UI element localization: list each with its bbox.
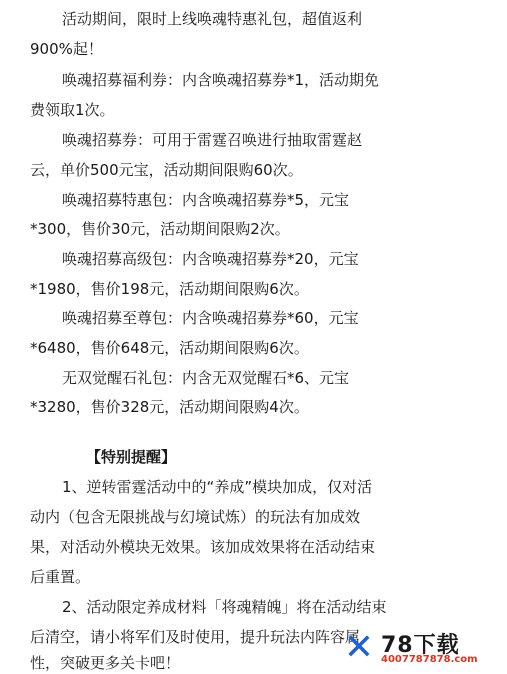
paragraph-line: 无双觉醒石礼包：内含无双觉醒石*6、元宝	[62, 369, 350, 387]
paragraph-line: 900%起！	[30, 40, 103, 58]
paragraph-line: 唤魂招募高级包：内含唤魂招募券*20，元宝	[62, 250, 359, 268]
note-line: 果，对活动外模块无效果。该加成效果将在活动结束	[30, 538, 376, 556]
paragraph-line: *1980，售价198元，活动期间限购6次。	[30, 280, 309, 298]
paragraph-line: *3280，售价328元，活动期间限购4次。	[30, 398, 309, 416]
paragraph-line: 费领取1次。	[30, 101, 115, 119]
note-line: 后清空，请小将军们及时使用，提升玩法内阵容属	[30, 628, 361, 646]
paragraph-line: 唤魂招募福利券：内含唤魂招募券*1，活动期免	[62, 71, 380, 89]
note-line: 性，突破更多关卡吧！	[30, 654, 181, 672]
paragraph-line: 唤魂招募特惠包：内含唤魂招募券*5，元宝	[62, 191, 350, 209]
note-line: 动内（包含无限挑战与幻境试炼）的玩法有加成效	[30, 508, 361, 526]
paragraph-line: 云，单价500元宝，活动期间限购60次。	[30, 161, 303, 179]
site-watermark	[341, 628, 501, 668]
paragraph-line: 唤魂招募券：可用于雷霆召唤进行抽取雷霆赵	[62, 131, 363, 149]
note-line: 1、逆转雷霆活动中的“养成”模块加成，仅对活	[62, 478, 373, 496]
paragraph-line: 唤魂招募至尊包：内含唤魂招募券*60，元宝	[62, 309, 359, 327]
note-line: 后重置。	[30, 568, 91, 586]
watermark-url: 4007787878.com	[381, 654, 478, 665]
paragraph-line: 活动期间，限时上线唤魂特惠礼包，超值返利	[62, 10, 363, 28]
paragraph-line: *300，售价30元，活动期间限购2次。	[30, 220, 290, 238]
watermark-title: 78下载	[381, 633, 460, 658]
note-line: 2、活动限定养成材料「将魂精魄」将在活动结束	[62, 598, 387, 616]
x-logo-icon: ✕	[343, 627, 375, 668]
paragraph-line: *6480，售价648元，活动期间限购6次。	[30, 339, 309, 357]
section-heading: 【特别提醒】	[86, 448, 177, 466]
